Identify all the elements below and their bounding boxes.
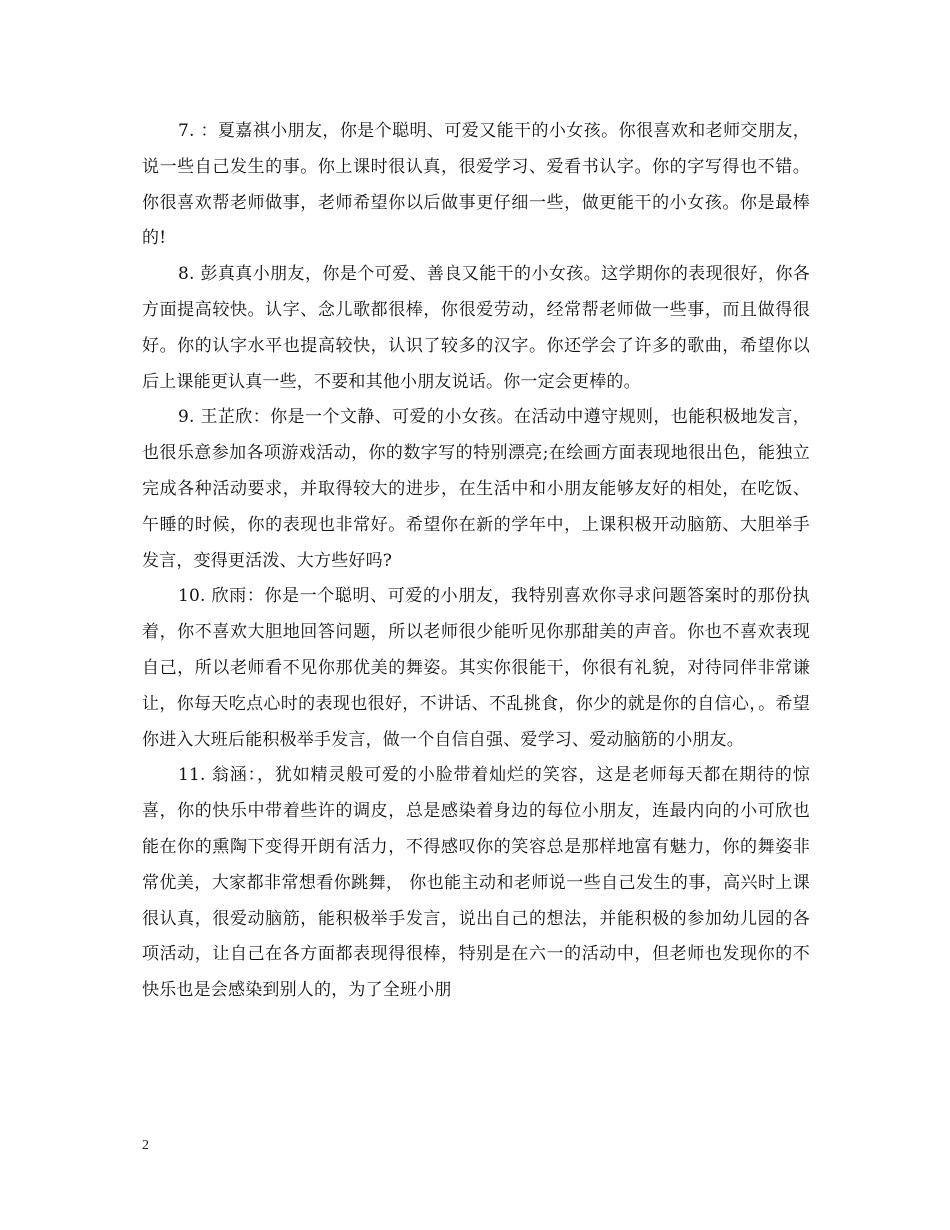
paragraph-9: 9. 王芷欣：你是一个文静、可爱的小女孩。在活动中遵守规则，也能积极地发言，也很乐意参加各项游戏活动，你的数字写的特别漂亮;在绘画方面表现地很出色，能独立完成各种活动要求，并取得较大的进步，在生活中和小朋友能够友好的相处，在吃饭、午睡的时候，你的表现也非常好。希望你在新的学年中，上课积极开动脑筋、大胆举手发言，变得更活泼、大方些好吗? — [142, 407, 810, 571]
page-number: 2 — [142, 1138, 149, 1153]
paragraph-8: 8. 彭真真小朋友，你是个可爱、善良又能干的小女孩。这学期你的表现很好，你各方面提高较快。认字、念儿歌都很棒，你很爱劳动，经常帮老师做一些事，而且做得很好。你的认字水平也提高较快，认识了较多的汉字。你还学会了许多的歌曲，希望你以后上课能更认真一些，不要和其他小朋友说话。你一定会更棒的。 — [142, 264, 810, 392]
paragraph-7: 7. ：夏嘉祺小朋友，你是个聪明、可爱又能干的小女孩。你很喜欢和老师交朋友，说一些自己发生的事。你上课时很认真，很爱学习、爱看书认字。你的字写得也不错。你很喜欢帮老师做事，老师希望你以后做事更仔细一些，做更能干的小女孩。你是最棒的! — [142, 121, 810, 249]
paragraph-11: 11. 翁涵：，犹如精灵般可爱的小脸带着灿烂的笑容，这是老师每天都在期待的惊喜，你的快乐中带着些许的调皮，总是感染着身边的每位小朋友，连最内向的小可欣也能在你的熏陶下变得开朗有活力，不得感叹你的笑容总是那样地富有魅力，你的舞姿非常优美，大家都非常想看你跳舞， 你也能主动和老师说一些自己发生的事，高兴时上课很认真，很爱动脑筋，能积极举手发言，说出自己的想法，并能积极的参加幼儿园的各项活动，让自己在各方面都表现得很棒，特别是在六一的活动中，但老师也发现你的不快乐也是会感染到别人的，为了全班小朋 — [142, 765, 810, 1001]
paragraph-10: 10. 欣雨：你是一个聪明、可爱的小朋友，我特别喜欢你寻求问题答案时的那份执着，你不喜欢大胆地回答问题，所以老师很少能听见你那甜美的声音。你也不喜欢表现自己，所以老师看不见你那优美的舞姿。其实你很能干，你很有礼貌，对待同伴非常谦让，你每天吃点心时的表现也很好，不讲话、不乱挑食，你少的就是你的自信心，。希望你进入大班后能积极举手发言，做一个自信自强、爱学习、爱动脑筋的小朋友。 — [142, 586, 810, 750]
document-body — [142, 114, 810, 1009]
